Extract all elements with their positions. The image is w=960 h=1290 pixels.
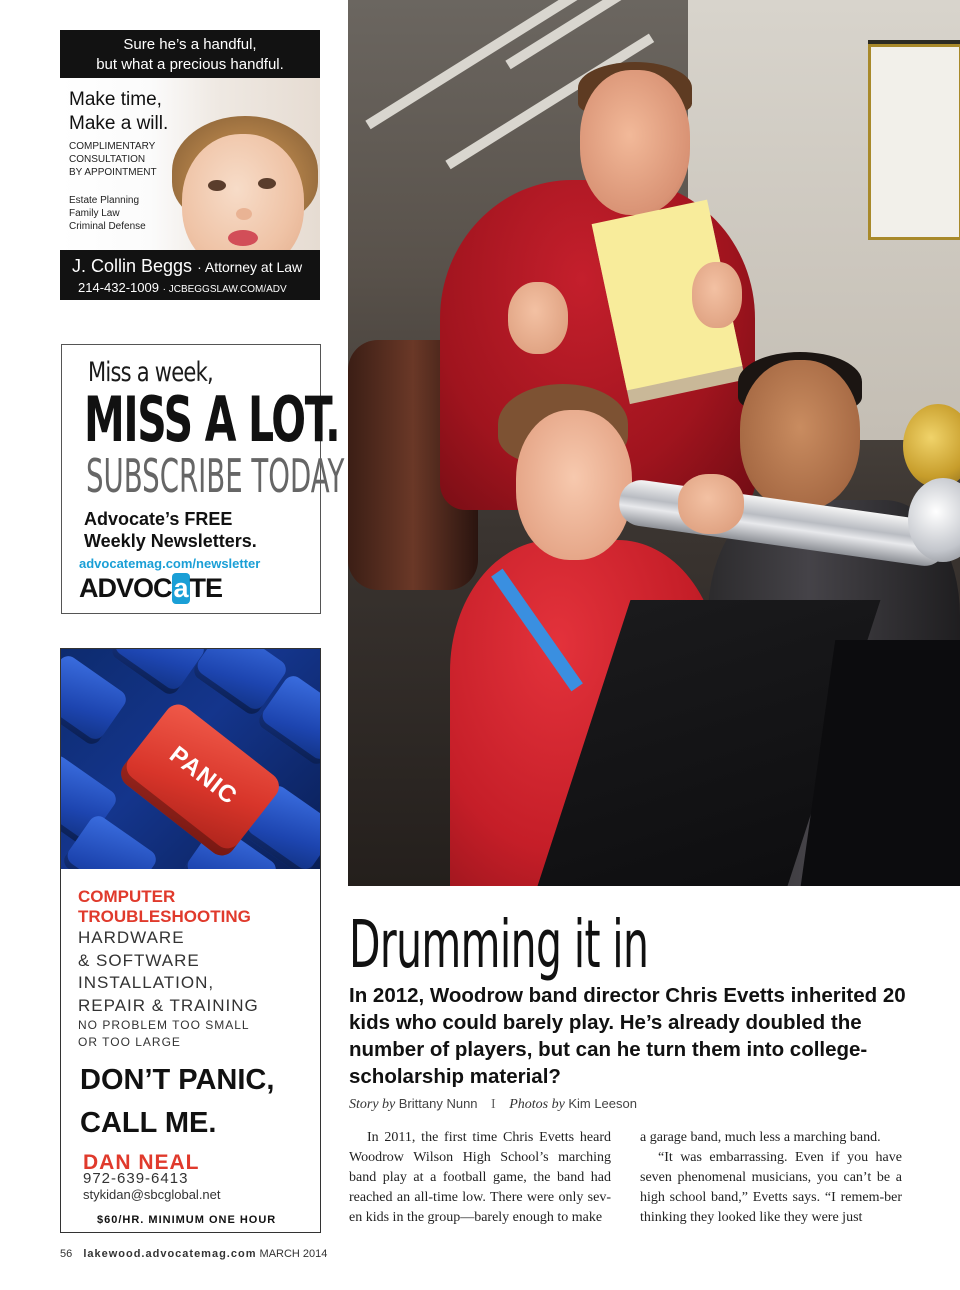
newsletter-description — [84, 508, 257, 552]
newsletter-line-2: Weekly Newsletters. — [84, 531, 257, 551]
article-paragraph: a garage band, much less a marching band. — [640, 1130, 881, 1145]
photos-author: Kim Leeson — [568, 1096, 637, 1111]
technician-rate: $60/HR. MINIMUM ONE HOUR — [97, 1214, 277, 1226]
footer-site[interactable]: lakewood.advocatemag.com — [83, 1248, 257, 1260]
photos-label: Photos by — [509, 1097, 565, 1112]
student-right-head — [740, 360, 860, 510]
computer-services — [78, 927, 259, 1017]
keyboard-photo — [61, 649, 320, 869]
computer-ad-title — [78, 887, 251, 927]
ad-line-miss-a-week: Miss a week, — [88, 357, 213, 388]
title-line-1: COMPUTER — [78, 887, 176, 906]
child-eye-right — [258, 178, 276, 189]
child-nose — [236, 208, 252, 220]
stair-rail — [505, 0, 680, 69]
service-line: HARDWARE — [78, 928, 185, 947]
logo-text-start: ADVOC — [79, 573, 172, 603]
child-eye-left — [208, 180, 226, 191]
attorney-headline — [69, 88, 168, 136]
service-line: REPAIR & TRAINING — [78, 995, 259, 1015]
tagline-line-1: Sure he’s a handful, — [123, 36, 257, 53]
logo-accent-letter: a — [173, 573, 188, 603]
page-number: 56 — [60, 1248, 73, 1260]
title-line-2: TROUBLESHOOTING — [78, 907, 251, 926]
technician-email[interactable]: stykidan@sbcglobal.net — [83, 1187, 221, 1202]
brass-instrument — [903, 404, 960, 488]
practice-area: Family Law — [69, 208, 120, 219]
wall-poster — [868, 44, 960, 240]
consult-line-3: BY APPOINTMENT — [69, 167, 157, 178]
headline-line-2: Make a will. — [69, 113, 169, 134]
footer-issue: MARCH 2014 — [259, 1248, 328, 1260]
keyboard-key — [61, 652, 130, 748]
band-rehearsal-photo — [348, 0, 960, 886]
article-dek: In 2012, Woodrow band director Chris Evetts inherited 20 kids who could barely play. He’s already doubled the number of players, but can he turn them into college-scholarship material? — [349, 984, 906, 1088]
article-headline: Drumming it in — [349, 906, 649, 983]
trumpet-player-hand — [678, 474, 744, 534]
tagline-line-2: but what a precious handful. — [96, 56, 284, 73]
service-line: INSTALLATION, — [78, 973, 215, 992]
ad-line-subscribe: SUBSCRIBE TODAY — [86, 449, 345, 503]
name-separator: · — [197, 259, 202, 275]
attorney-ad-tagline — [60, 30, 320, 78]
director-head — [580, 70, 690, 215]
attorney-name: J. Collin Beggs — [72, 256, 193, 276]
attorney-role: Attorney at Law — [204, 259, 303, 275]
computer-note — [78, 1017, 250, 1051]
attorney-contact — [78, 280, 287, 295]
child-mouth — [228, 230, 258, 246]
headline-line-1: Make time, — [69, 89, 162, 110]
note-line-2: OR TOO LARGE — [78, 1035, 181, 1049]
trumpet-player-head — [516, 410, 632, 560]
panic-key-label: PANIC — [164, 741, 243, 811]
computer-repair-ad — [60, 648, 321, 1233]
byline-separator: I — [491, 1097, 496, 1112]
story-label: Story by — [349, 1097, 396, 1112]
attorney-name-line — [72, 256, 302, 277]
article-paragraph: In 2011, the first time Chris Evetts heard Woodrow Wilson High School’s marching band play at a football game, the band had reached an all-time low. There were only sev-en kids in the group—barely enough to make — [349, 1130, 611, 1225]
newsletter-ad — [61, 344, 345, 614]
newsletter-line-1: Advocate’s FREE — [84, 509, 233, 529]
story-author: Brittany Nunn — [398, 1096, 478, 1111]
ad-line-miss-a-lot: MISS A LOT. — [84, 383, 340, 456]
article-column-2 — [640, 1128, 902, 1228]
logo-text-end: TE — [189, 573, 223, 603]
director-hand — [692, 262, 742, 328]
technician-phone: 972-639-6413 — [83, 1170, 189, 1187]
consult-line-2: CONSULTATION — [69, 154, 146, 165]
page-footer — [60, 1248, 327, 1260]
practice-area: Estate Planning — [69, 195, 140, 206]
advocate-logo — [79, 573, 222, 604]
practice-areas — [69, 194, 146, 233]
attorney-phone: 214-432-1009 — [78, 280, 159, 295]
note-line-1: NO PROBLEM TOO SMALL — [78, 1018, 250, 1032]
keyboard-key — [108, 649, 207, 698]
director-pointing-hand — [508, 282, 568, 354]
technician-name: DAN NEAL — [83, 1151, 200, 1174]
practice-area: Criminal Defense — [69, 221, 146, 232]
article-paragraph: “It was embarrassing. Even if you have seven phenomenal musicians, you can’t be a high school band,” Evetts says. “I remem-ber thinking they looked like they were just — [640, 1150, 902, 1225]
consult-line-1: COMPLIMENTARY — [69, 141, 156, 152]
attorney-ad — [60, 30, 320, 300]
slogan-line-1: DON’T PANIC, — [80, 1064, 275, 1096]
article-byline — [349, 1096, 637, 1113]
newsletter-link[interactable]: advocatemag.com/newsletter — [79, 556, 261, 571]
slogan-line-2: CALL ME. — [80, 1107, 217, 1139]
consultation-note — [69, 140, 157, 179]
url-separator: · — [162, 284, 166, 295]
article-column-1 — [349, 1128, 611, 1228]
computer-slogan — [80, 1059, 274, 1145]
attorney-url[interactable]: JCBEGGSLAW.COM/ADV — [168, 284, 287, 295]
service-line: & SOFTWARE — [78, 950, 200, 970]
stair-rail — [365, 0, 591, 129]
